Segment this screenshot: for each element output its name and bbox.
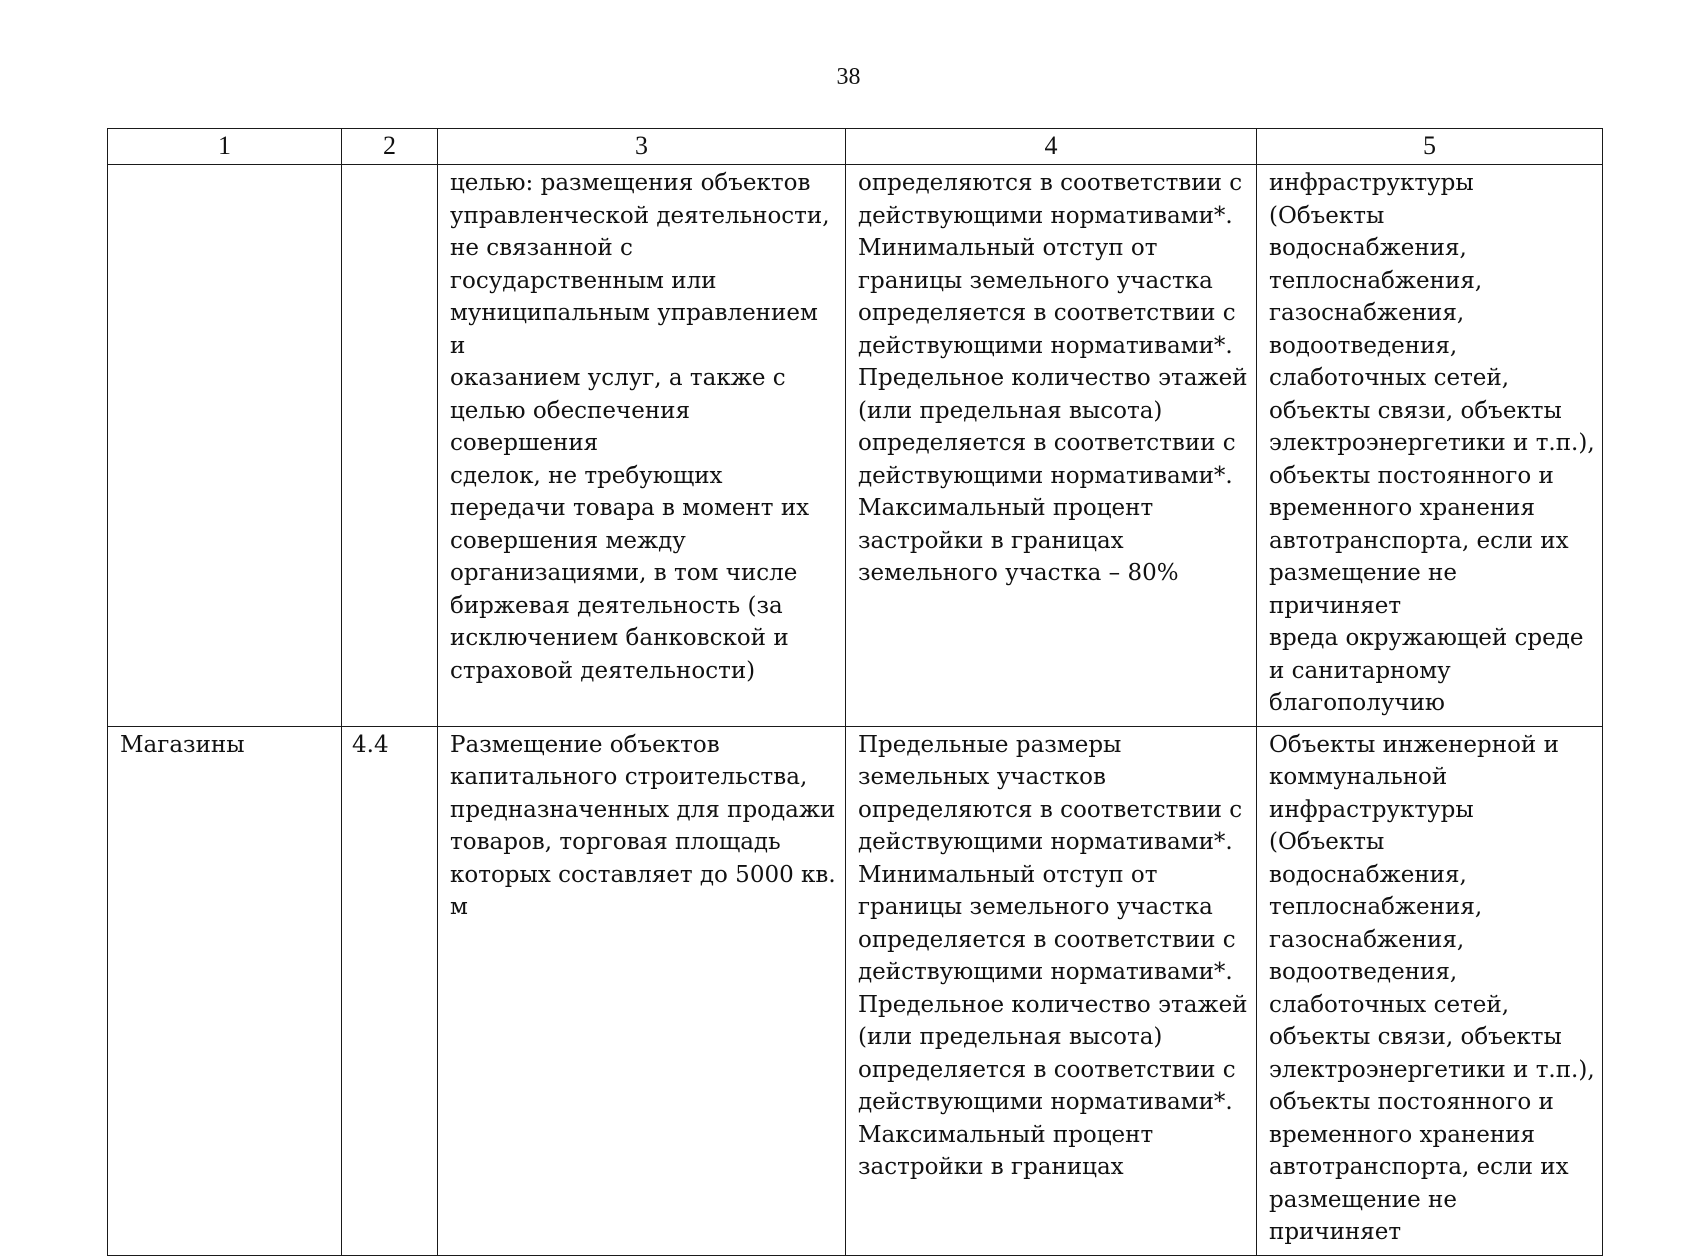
- cell-use-parameters: [846, 165, 1257, 727]
- table-body: [108, 165, 1603, 1256]
- cell-use-name: [108, 165, 342, 727]
- header-row: [108, 129, 1603, 165]
- auxiliary-use-text: Объекты инженерной и коммунальной инфраструктуры (Объекты водоснабжения, теплоснабжения, газоснабжения, водоотведения, слаботочных сетей, объекты связи, объекты электроэнергетики и т.п.), объекты постоянного и временного хранения автотранспорта, если их размещение не причиняет: [1269, 731, 1595, 1245]
- cell-use-description: [438, 165, 846, 727]
- table-header: [108, 129, 1603, 165]
- cell-use-parameters: [846, 726, 1257, 1255]
- zoning-table: [107, 128, 1603, 1256]
- header-col-3: 3: [438, 129, 846, 165]
- use-description-text: целью: размещения объектов управленческой деятельности, не связанной с государственным или муниципальным управлением и оказанием услуг, а также с целью обеспечения совершения сделок, не требующих передачи товара в момент их совершения между организациями, в том числе биржевая деятельность (за исключением банковской и страховой деятельности): [450, 170, 830, 684]
- use-parameters-text: определяются в соответствии с действующими нормативами*. Минимальный отступ от границы земельного участка определяется в соответствии с действующими нормативами*. Предельное количество этажей (или предельная высота) определяется в соответствии с действующими нормативами*. Максимальный процент застройки в границах земельного участка – 80%: [858, 170, 1248, 586]
- header-col-2: 2: [342, 129, 438, 165]
- cell-use-code: [342, 726, 438, 1255]
- use-parameters-text: Предельные размеры земельных участков определяются в соответствии с действующими нормативами*. Минимальный отступ от границы земельного участка определяется в соответствии с действующими нормативами*. Предельное количество этажей (или предельная высота) определяется в соответствии с действующими нормативами*. Максимальный процент застройки в границах: [858, 731, 1248, 1180]
- cell-use-name: [108, 726, 342, 1255]
- page-number: 38: [836, 64, 861, 90]
- use-name-text: Магазины: [120, 731, 245, 758]
- cell-auxiliary-use: [1257, 726, 1603, 1255]
- cell-use-code: [342, 165, 438, 727]
- header-col-5: 5: [1257, 129, 1603, 165]
- cell-auxiliary-use: [1257, 165, 1603, 727]
- table-row: [108, 726, 1603, 1255]
- use-description-text: Размещение объектов капитального строительства, предназначенных для продажи товаров, торговая площадь которых составляет до 5000 кв. м: [450, 731, 836, 920]
- header-col-1: 1: [108, 129, 342, 165]
- header-col-4: 4: [846, 129, 1257, 165]
- table-row: [108, 165, 1603, 727]
- use-code-text: 4.4: [352, 731, 389, 758]
- cell-use-description: [438, 726, 846, 1255]
- auxiliary-use-text: инфраструктуры (Объекты водоснабжения, теплоснабжения, газоснабжения, водоотведения, слаботочных сетей, объекты связи, объекты электроэнергетики и т.п.), объекты постоянного и временного хранения автотранспорта, если их размещение не причиняет вреда окружающей среде и санитарному благополучию: [1269, 170, 1595, 716]
